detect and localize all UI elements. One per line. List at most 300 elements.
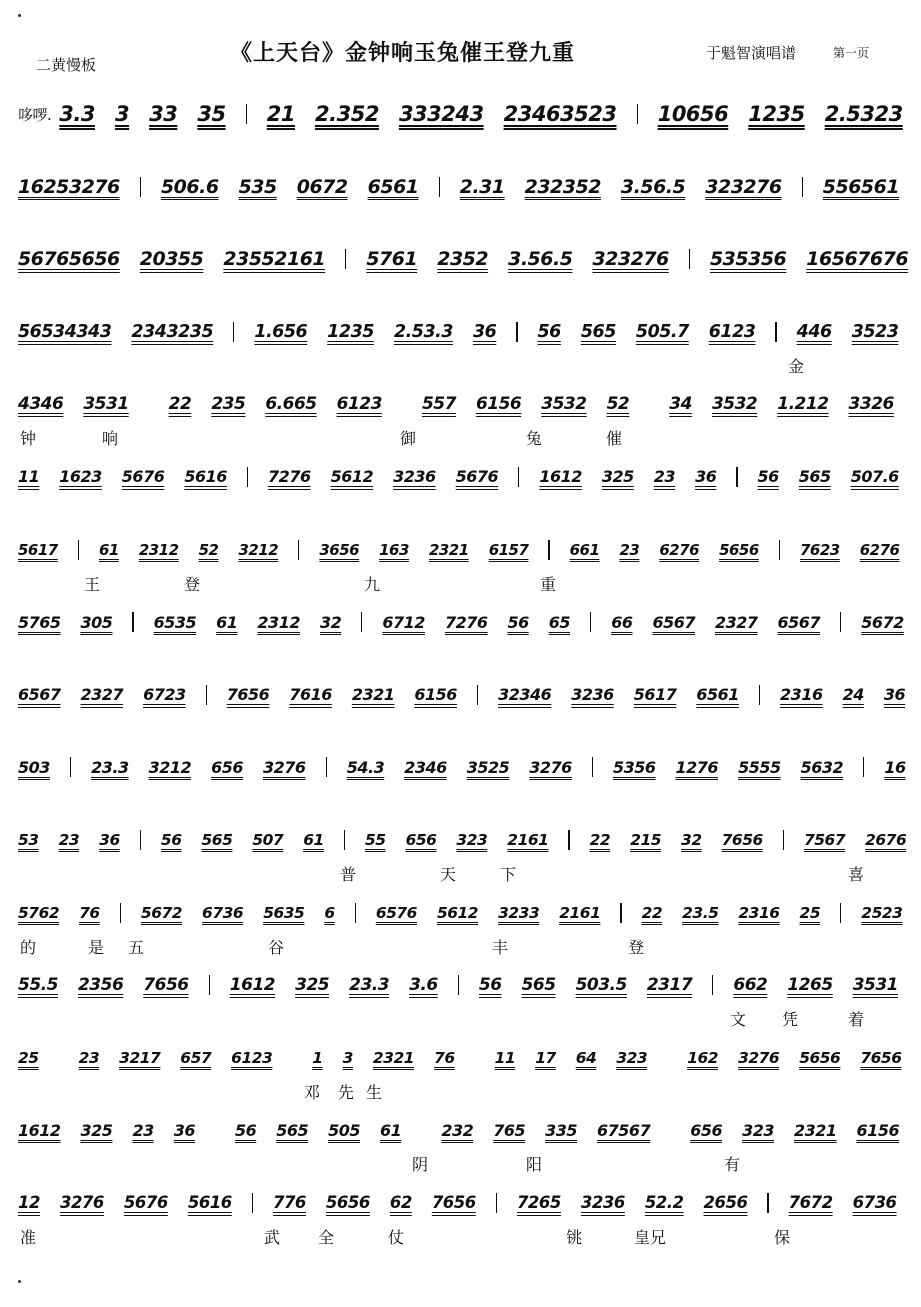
- barline: [516, 322, 517, 342]
- note-group: 3212: [238, 540, 279, 559]
- lyric-char: 登: [628, 937, 645, 957]
- note-group: 52: [606, 394, 630, 415]
- barline: [345, 249, 346, 269]
- note-group: 5676: [123, 1193, 168, 1213]
- notation-line: [18, 528, 908, 572]
- note-group: 2321: [351, 685, 395, 705]
- lyric-char: 重: [540, 574, 557, 594]
- barline: [233, 322, 234, 342]
- note-group: 56: [537, 321, 561, 342]
- note-group: 3: [342, 1048, 353, 1067]
- note-group: 61: [303, 830, 324, 849]
- note-group: 323: [456, 830, 488, 849]
- barline: [590, 612, 591, 632]
- note-group: 67567: [597, 1120, 651, 1140]
- lead-syllable: 哆啰.: [18, 105, 52, 124]
- note-group: 5765: [18, 612, 61, 632]
- note-group: 535356: [709, 248, 787, 271]
- note-group: 3276: [263, 757, 306, 777]
- barline: [637, 104, 638, 124]
- lyric-char: 阴: [412, 1155, 429, 1175]
- lyric-char: 保: [774, 1227, 791, 1247]
- note-group: 6712: [382, 612, 425, 632]
- note-group: 232352: [524, 175, 601, 198]
- barline: [779, 540, 780, 560]
- note-group: 565: [276, 1120, 309, 1140]
- note-group: 33: [149, 102, 178, 126]
- notation-line: [18, 818, 908, 862]
- lyric-char: 五: [128, 937, 145, 957]
- note-group: 36: [99, 830, 120, 849]
- note-group: 7656: [431, 1193, 476, 1213]
- notation-line: [18, 237, 908, 281]
- score-line: [18, 963, 908, 1036]
- barline: [252, 1193, 253, 1213]
- notation-line: [18, 310, 908, 354]
- note-group: 2676: [865, 830, 907, 849]
- barline: [132, 612, 133, 632]
- note-group: 1.212: [777, 394, 829, 415]
- score-line: [18, 528, 908, 601]
- score-line: [18, 818, 908, 891]
- note-group: 1235: [748, 102, 805, 126]
- note-group: 23: [132, 1120, 154, 1140]
- barline: [863, 757, 864, 777]
- lyric-char: 兔: [526, 429, 543, 449]
- note-group: 2352: [437, 248, 489, 271]
- lyric-char: 响: [102, 429, 119, 449]
- note-group: 1612: [229, 975, 276, 996]
- notation-line: [18, 165, 908, 209]
- note-group: 5555: [738, 757, 781, 777]
- note-group: 36: [883, 685, 906, 705]
- barline: [759, 685, 760, 705]
- note-group: 7276: [444, 612, 488, 632]
- note-group: 5356: [613, 757, 656, 777]
- note-group: 661: [569, 540, 600, 559]
- note-group: 4346: [18, 394, 64, 415]
- note-group: 163: [379, 540, 409, 559]
- page-header: [0, 0, 921, 95]
- note-group: 36: [695, 467, 717, 487]
- notation-line: [18, 1036, 908, 1080]
- note-group: 6567: [652, 612, 695, 632]
- barline: [548, 540, 549, 560]
- note-group: 5676: [455, 467, 499, 487]
- note-group: 22: [641, 903, 663, 922]
- note-group: 36: [472, 321, 497, 342]
- note-group: 56765656: [18, 248, 120, 271]
- note-group: 557: [421, 394, 456, 415]
- note-group: 5616: [184, 467, 227, 487]
- note-group: 2161: [507, 830, 549, 849]
- note-group: 656: [690, 1120, 723, 1140]
- note-group: 3276: [59, 1193, 104, 1213]
- note-group: 3276: [738, 1048, 780, 1067]
- score-line: [18, 673, 908, 746]
- lyric-char: 邓: [304, 1082, 321, 1102]
- barline: [840, 903, 841, 923]
- note-group: 61: [216, 612, 238, 632]
- note-group: 1276: [675, 757, 719, 777]
- note-group: 505: [328, 1120, 361, 1140]
- note-group: 6123: [708, 321, 756, 342]
- note-group: 565: [798, 467, 831, 487]
- note-group: 565: [580, 321, 616, 342]
- note-group: 2343235: [131, 321, 214, 342]
- note-group: 2312: [138, 540, 179, 559]
- note-group: 3326: [848, 394, 894, 415]
- note-group: 3233: [498, 903, 540, 922]
- notation-line: [18, 891, 908, 935]
- notation-line: [18, 1108, 908, 1152]
- barline: [355, 903, 356, 923]
- note-group: 54.3: [346, 757, 385, 777]
- note-group: 3523: [851, 321, 899, 342]
- note-group: 2316: [780, 685, 823, 705]
- note-group: 5761: [366, 248, 418, 271]
- page-number-label: 第一页: [833, 46, 870, 60]
- margin-dot: [18, 1280, 21, 1283]
- score-line: [18, 1181, 908, 1254]
- note-group: 535: [238, 175, 277, 198]
- note-group: 565: [201, 830, 233, 849]
- note-group: 61: [380, 1120, 402, 1140]
- note-group: 6276: [659, 540, 700, 559]
- note-group: 3531: [852, 975, 899, 996]
- note-group: 6567: [18, 685, 61, 705]
- note-group: 56: [234, 1120, 257, 1140]
- note-group: 3.3: [59, 102, 95, 126]
- note-group: 7656: [860, 1048, 902, 1067]
- note-group: 2346: [404, 757, 447, 777]
- note-group: 23: [619, 540, 640, 559]
- note-group: 7672: [788, 1193, 833, 1213]
- note-group: 2161: [559, 903, 601, 922]
- note-group: 1235: [327, 321, 374, 342]
- note-group: 2.53.3: [393, 321, 453, 342]
- note-group: 6561: [367, 175, 419, 198]
- barline: [840, 612, 841, 632]
- credit-label: 于魁智演唱谱: [706, 44, 797, 62]
- score-line: [18, 165, 908, 238]
- note-group: 76: [434, 1048, 455, 1067]
- margin-dot: [18, 14, 21, 17]
- note-group: 765: [493, 1120, 526, 1140]
- note-group: 16567676: [806, 248, 909, 271]
- note-group: 23: [58, 830, 80, 849]
- lyric-char: 准: [20, 1227, 37, 1247]
- note-group: 56534343: [18, 321, 112, 342]
- note-group: 11: [18, 467, 40, 487]
- note-group: 6567: [777, 612, 821, 632]
- note-group: 503.5: [575, 975, 627, 996]
- note-group: 2327: [714, 612, 758, 632]
- barline: [518, 467, 519, 487]
- note-group: 323276: [592, 248, 669, 271]
- note-group: 215: [630, 830, 662, 849]
- note-group: 5656: [719, 540, 759, 559]
- note-group: 6723: [143, 685, 186, 705]
- barline: [496, 1193, 497, 1213]
- note-group: 3532: [711, 394, 758, 415]
- lyric-char: 是: [88, 937, 105, 957]
- barline: [712, 975, 713, 995]
- lyric-char: 登: [184, 574, 201, 594]
- barline: [140, 830, 141, 850]
- note-group: 16: [884, 757, 906, 777]
- note-group: 52: [198, 540, 219, 559]
- note-group: 23463523: [503, 102, 617, 126]
- note-group: 5762: [18, 903, 60, 922]
- barline: [70, 757, 71, 777]
- note-group: 20355: [139, 248, 204, 271]
- notation-line: [18, 382, 908, 426]
- lyric-char: 金: [788, 356, 805, 376]
- note-group: 22: [589, 830, 611, 849]
- note-group: 55.5: [18, 975, 58, 996]
- note-group: 503: [18, 757, 50, 777]
- note-group: 5612: [330, 467, 374, 487]
- note-group: 446: [796, 321, 832, 342]
- note-group: 16253276: [18, 175, 120, 198]
- note-group: 21: [266, 102, 295, 126]
- note-group: 6156: [414, 685, 457, 705]
- score-line: [18, 310, 908, 383]
- lyric-char: 生: [366, 1082, 383, 1102]
- lyric-char: 着: [848, 1010, 865, 1030]
- note-group: 5635: [263, 903, 305, 922]
- note-group: 5632: [800, 757, 844, 777]
- lyric-char: 谷: [268, 937, 285, 957]
- score-line: [18, 382, 908, 455]
- barline: [477, 685, 478, 705]
- lyric-char: 王: [84, 574, 101, 594]
- note-group: 52.2: [644, 1193, 684, 1213]
- barline: [206, 685, 207, 705]
- note-group: 34: [669, 394, 692, 415]
- lyric-char: 喜: [848, 864, 865, 884]
- notation-line: [18, 673, 908, 717]
- barline: [361, 612, 362, 632]
- note-group: 1265: [787, 975, 833, 996]
- note-group: 1623: [59, 467, 102, 487]
- note-group: 22: [168, 394, 192, 415]
- lyric-char: 全: [318, 1227, 335, 1247]
- note-group: 36: [173, 1120, 195, 1140]
- note-group: 0672: [296, 175, 348, 198]
- barline: [802, 177, 803, 197]
- note-group: 657: [180, 1048, 212, 1067]
- note-group: 162: [687, 1048, 719, 1067]
- score-line: [18, 1108, 908, 1181]
- barline: [78, 540, 79, 560]
- note-group: 64: [575, 1048, 597, 1067]
- note-group: 6156: [475, 394, 522, 415]
- note-group: 6576: [375, 903, 417, 922]
- note-group: 5617: [18, 540, 58, 559]
- lyric-char: 御: [400, 429, 417, 449]
- note-group: 3525: [466, 757, 510, 777]
- lyric-char: 普: [340, 864, 357, 884]
- note-group: 23.3: [91, 757, 129, 777]
- barline: [458, 975, 459, 995]
- note-group: 12: [18, 1193, 40, 1213]
- note-group: 6736: [202, 903, 244, 922]
- note-group: 32: [681, 830, 702, 849]
- note-group: 65: [548, 612, 570, 632]
- note-group: 325: [80, 1120, 113, 1140]
- note-group: 66: [611, 612, 633, 632]
- barline: [783, 830, 784, 850]
- note-group: 323: [742, 1120, 775, 1140]
- barline: [140, 177, 141, 197]
- note-group: 1612: [18, 1120, 61, 1140]
- barline: [246, 104, 247, 124]
- score-line: [18, 237, 908, 310]
- note-group: 23.3: [349, 975, 390, 996]
- barline: [247, 467, 248, 487]
- note-group: 325: [295, 975, 330, 996]
- note-group: 7656: [226, 685, 270, 705]
- note-group: 7276: [268, 467, 311, 487]
- note-group: 505.7: [635, 321, 689, 342]
- note-group: 656: [405, 830, 437, 849]
- note-group: 2312: [257, 612, 300, 632]
- banzi-label: 二黄慢板: [36, 56, 97, 74]
- note-group: 23: [653, 467, 676, 487]
- note-group: 3531: [83, 394, 129, 415]
- lyric-char: 的: [20, 937, 37, 957]
- note-group: 24: [842, 685, 864, 705]
- lyric-char: 下: [500, 864, 517, 884]
- note-group: 56: [757, 467, 779, 487]
- note-group: 6: [324, 903, 335, 922]
- barline: [592, 757, 593, 777]
- note-group: 5676: [121, 467, 165, 487]
- barline: [689, 249, 690, 269]
- note-group: 1.656: [254, 321, 308, 342]
- note-group: 35: [197, 102, 226, 126]
- note-group: 1: [312, 1048, 323, 1067]
- note-group: 656: [211, 757, 244, 777]
- note-group: 55: [364, 830, 386, 849]
- barline: [736, 467, 737, 487]
- note-group: 5617: [633, 685, 677, 705]
- lyric-char: 天: [440, 864, 457, 884]
- note-group: 776: [272, 1193, 306, 1213]
- note-group: 6736: [852, 1193, 897, 1213]
- note-group: 56: [478, 975, 502, 996]
- note-group: 2317: [646, 975, 693, 996]
- note-group: 3.56.5: [508, 248, 573, 271]
- note-group: 62: [389, 1193, 412, 1213]
- score-line: [18, 600, 908, 673]
- note-group: 2356: [77, 975, 124, 996]
- note-group: 2656: [703, 1193, 748, 1213]
- note-group: 17: [535, 1048, 556, 1067]
- note-group: 3276: [529, 757, 572, 777]
- lyric-char: 催: [606, 429, 623, 449]
- note-group: 335: [545, 1120, 578, 1140]
- note-group: 61: [98, 540, 119, 559]
- lyric-char: 仗: [388, 1227, 405, 1247]
- note-group: 23552161: [223, 248, 326, 271]
- note-group: 6156: [856, 1120, 900, 1140]
- barline: [620, 903, 621, 923]
- note-group: 32: [319, 612, 342, 632]
- barline: [439, 177, 440, 197]
- barline: [209, 975, 210, 995]
- note-group: 556561: [822, 175, 900, 198]
- note-group: 3236: [580, 1193, 625, 1213]
- jianpu-score: [18, 92, 908, 1254]
- note-group: 507.6: [850, 467, 899, 487]
- note-group: 2316: [738, 903, 780, 922]
- score-line: [18, 745, 908, 818]
- lyric-char: 钟: [20, 429, 37, 449]
- notation-line: [18, 1181, 908, 1225]
- notation-line: [18, 455, 908, 499]
- note-group: 25: [799, 903, 821, 922]
- notation-line: [18, 745, 908, 789]
- barline: [326, 757, 327, 777]
- note-group: 3532: [541, 394, 587, 415]
- note-group: 25: [18, 1048, 39, 1067]
- page-title: 《上天台》金钟响玉兔催王登九重: [230, 40, 576, 66]
- note-group: 2.31: [459, 175, 505, 198]
- note-group: 5656: [799, 1048, 841, 1067]
- note-group: 5656: [325, 1193, 370, 1213]
- note-group: 11: [494, 1048, 516, 1067]
- lyric-char: 阳: [526, 1155, 543, 1175]
- note-group: 2.5323: [824, 102, 903, 126]
- note-group: 323: [616, 1048, 648, 1067]
- note-group: 3217: [119, 1048, 161, 1067]
- note-group: 6123: [336, 394, 382, 415]
- note-group: 2321: [428, 540, 469, 559]
- barline: [298, 540, 299, 560]
- note-group: 506.6: [160, 175, 219, 198]
- lyric-char: 铫: [566, 1227, 583, 1247]
- note-group: 7265: [516, 1193, 561, 1213]
- barline: [568, 830, 569, 850]
- note-group: 662: [733, 975, 768, 996]
- note-group: 53: [18, 830, 39, 849]
- note-group: 76: [79, 903, 100, 922]
- note-group: 5672: [861, 612, 904, 632]
- note-group: 7656: [143, 975, 189, 996]
- note-group: 2.352: [315, 102, 379, 126]
- barline: [767, 1193, 768, 1213]
- note-group: 565: [521, 975, 556, 996]
- note-group: 7616: [289, 685, 332, 705]
- note-group: 6.665: [265, 394, 317, 415]
- note-group: 235: [211, 394, 246, 415]
- note-group: 3.56.5: [620, 175, 686, 198]
- note-group: 56: [507, 612, 529, 632]
- note-group: 23.5: [682, 903, 719, 922]
- note-group: 323276: [705, 175, 782, 198]
- note-group: 6535: [153, 612, 197, 632]
- note-group: 3212: [148, 757, 192, 777]
- lyric-char: 先: [338, 1082, 355, 1102]
- notation-line: [18, 963, 908, 1007]
- note-group: 5672: [140, 903, 183, 922]
- lyric-char: 九: [364, 574, 381, 594]
- note-group: 2321: [372, 1048, 415, 1067]
- note-group: 5612: [436, 903, 479, 922]
